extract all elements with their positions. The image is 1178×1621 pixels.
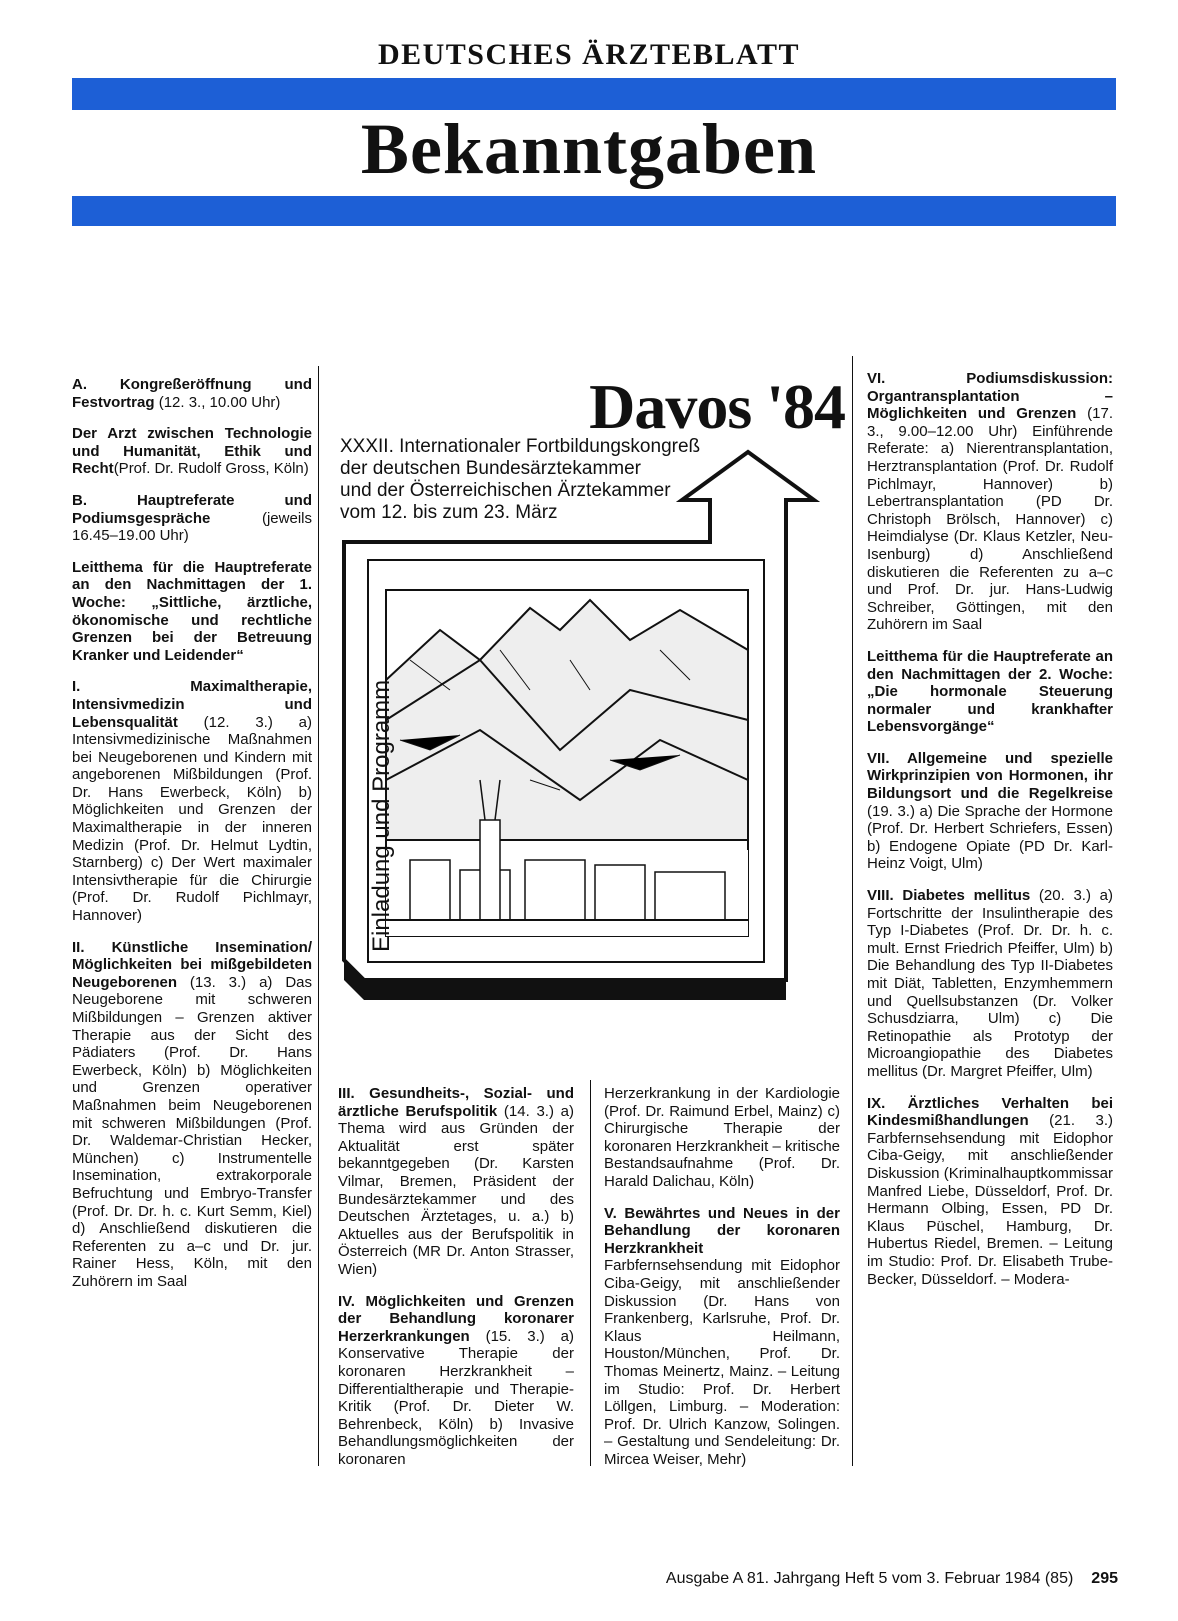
column-divider — [318, 366, 319, 1466]
page-number: 295 — [1091, 1570, 1118, 1587]
article-heading: VIII. Diabetes mellitus — [867, 887, 1031, 905]
column-left — [72, 376, 312, 1305]
article-heading: A. Kongreßeröffnung und Festvortrag — [72, 376, 312, 411]
article-block — [72, 678, 312, 924]
article-block — [867, 750, 1113, 873]
article-heading: IV. Möglichkeiten und Grenzen der Behandlung koronarer Herzerkrankungen — [338, 1292, 574, 1345]
article-text: (12. 3.) a) Intensivmedizinische Maßnahmen bei Neugeborenen und Kindern mit angeborenen Mißbildungen (Prof. Dr. Hans Ewerbeck, Köln) b) Möglichkeiten und Grenzen der Maximaltherapie in der inneren Medizin (Prof. Dr. Helmut Lydtin, Starnberg) c) Der Wert maximaler Intensivtherapie für die Chirurgie (Prof. Dr. Rudolf Pichlmayr, Hannover) — [72, 713, 312, 925]
feature-title: Davos '84 — [589, 371, 845, 442]
article-heading: IX. Ärztliches Verhalten bei Kindesmißhandlungen — [867, 1094, 1113, 1130]
article-block — [72, 939, 312, 1291]
article-heading: III. Gesundheits-, Sozial- und ärztliche Berufspolitik — [338, 1085, 574, 1120]
column-right — [867, 370, 1113, 1302]
feature-subtitle-line: der deutschen Bundesärztekammer — [340, 458, 641, 479]
article-text: Farbfernsehsendung mit Eidophor Ciba-Geigy, mit anschließender Diskussion (Dr. Hans von Frankenberg, Karlsruhe, Prof. Dr. Klaus Heilmann, Houston/München, Prof. Dr. Thomas Meinertz, Mainz. – Leitung im Studio: Prof. Dr. Herbert Löllgen, Limburg. – Moderation: Prof. Dr. Ulrich Kanzow, Solingen. – Gestaltung und Sendeleitung: Dr. Mircea Weiser, Mehr) — [604, 1257, 840, 1468]
article-text: (17. 3., 9.00–12.00 Uhr) Einführende Referate: a) Nierentransplantation, Herztransplantation (Prof. Dr. Rudolf Pichlmayr, Hannover) b) Lebertransplantation (PD Dr. Christoph Brölsch, Hannover) c) Heimdialyse (Dr. Klaus Ketzler, Neu-Isenburg) d) Anschließend diskutieren die Referenten zu a–c und Prof. Dr. jur. Hans-Ludwig Schreiber, Göttingen, mit den Zuhörern im Saal — [867, 405, 1114, 634]
article-text: (21. 3.) Farbfernsehsendung mit Eidophor Ciba-Geigy, mit anschließender Diskussion (Kriminalhauptkommissar Manfred Liebe, Düsseldorf, Prof. Dr. Hermann Olbing, Essen, PD Dr. Klaus Püschel, Hamburg, Dr. Hubertus Riedel, Bremen. – Leitung im Studio: Prof. Dr. Elisabeth Trube-Becker, Düsseldorf. – Modera- — [867, 1112, 1113, 1288]
article-block — [72, 559, 312, 665]
article-block — [867, 887, 1113, 1081]
article-text: (Prof. Dr. Rudolf Gross, Köln) — [113, 460, 309, 478]
davos-feature — [330, 360, 855, 1060]
article-block — [72, 425, 312, 478]
article-block — [867, 648, 1113, 736]
article-block — [604, 1205, 840, 1469]
article-block — [604, 1085, 840, 1191]
header-band-bottom — [72, 196, 1116, 226]
article-text: (15. 3.) a) Konservative Therapie der koronaren Herzkrankheit – Differentialtherapie und Therapie-Kritik (Prof. Dr. Dieter W. Behrenbeck, Köln) b) Invasive Behandlungsmöglichkeiten der koronaren — [338, 1327, 574, 1468]
article-heading: VII. Allgemeine und spezielle Wirkprinzipien von Hormonen, ihr Bildungsort und die Regelkreise — [867, 749, 1113, 803]
article-heading: II. Künstliche Insemination/ Möglichkeiten bei mißgebildeten Neugeborenen — [72, 938, 312, 991]
article-text: (jeweils 16.45–19.00 Uhr) — [72, 509, 312, 545]
article-heading: Leitthema für die Hauptreferate an den Nachmittagen der 2. Woche: „Die hormonale Steuerung normaler und krankhafter Lebensvorgänge“ — [867, 647, 1113, 736]
article-block — [338, 1085, 574, 1279]
section-title: Bekanntgaben — [360, 109, 818, 189]
article-heading: Der Arzt zwischen Technologie und Humanität, Ethik und Recht — [72, 425, 312, 478]
article-block — [72, 492, 312, 545]
column-divider — [590, 1080, 591, 1466]
article-block — [338, 1293, 574, 1469]
article-heading: B. Hauptreferate und Podiumsgespräche — [72, 491, 312, 527]
article-heading: V. Bewährtes und Neues in der Behandlung der koronaren Herzkrankheit — [604, 1204, 840, 1257]
article-text: (12. 3., 10.00 Uhr) — [154, 393, 281, 411]
article-text: (19. 3.) a) Die Sprache der Hormone (Prof. Dr. Herbert Schriefers, Essen) b) Endogene Opiate (PD Dr. Karl-Heinz Voigt, Ulm) — [867, 802, 1113, 873]
article-text: (13. 3.) a) Das Neugeborene mit schweren Mißbildungen – Grenzen aktiver Therapie aus der Sicht des Pädiaters (Prof. Dr. Hans Ewerbeck, Köln) b) Möglichkeiten und Grenzen operativer Maßnahmen beim Neugeborenen mit schweren Mißbildungen (Prof. Dr. Waldemar-Christian Hecker, München) c) Instrumentelle Insemination, extrakorporale Befruchtung und Embryo-Transfer (Prof. Dr. Dr. h. c. Kurt Semm, Kiel) d) Anschließend diskutieren die Referenten zu a–c und Dr. jur. Rainer Hess, Köln, mit den Zuhörern im Saal — [72, 973, 312, 1290]
feature-subtitle-line: XXXII. Internationaler Fortbildungskongreß — [340, 436, 701, 457]
article-heading: I. Maximaltherapie, Intensivmedizin und Lebensqualität — [72, 678, 312, 731]
feature-subtitle-line: vom 12. bis zum 23. März — [340, 502, 558, 523]
header-band-top — [72, 78, 1116, 110]
article-text: Herzerkrankung in der Kardiologie (Prof. Dr. Raimund Erbel, Mainz) c) Chirurgische Therapie der koronaren Herzkrankheit – kritische Bestandsaufnahme (Prof. Dr. Harald Dalichau, Köln) — [604, 1085, 840, 1190]
article-block — [867, 370, 1113, 634]
feature-illustration — [330, 360, 855, 1060]
article-heading: VI. Podiumsdiskussion: Organtransplantation – Möglichkeiten und Grenzen — [867, 370, 1113, 423]
column-middle-right — [604, 1085, 840, 1482]
footer — [0, 1570, 1118, 1588]
masthead: DEUTSCHES ÄRZTEBLATT — [377, 38, 801, 71]
feature-subtitle-line: und der Österreichischen Ärztekammer — [340, 480, 671, 501]
footer-issue: Ausgabe A 81. Jahrgang Heft 5 vom 3. Februar 1984 (85) — [665, 1570, 1074, 1587]
article-block — [72, 376, 312, 411]
article-heading: Leitthema für die Hauptreferate an den Nachmittagen der 1. Woche: „Sittliche, ärztliche, ökonomische und rechtliche Grenzen bei der Betreuung Kranker und Leidender“ — [72, 558, 312, 664]
article-text: (20. 3.) a) Fortschritte der Insulintherapie des Typ I-Diabetes (Prof. Dr. Dr. h. c. mult. Ernst Friedrich Pfeiffer, Ulm) b) Die Behandlung des Typ II-Diabetes mit Diät, Tabletten, Enzymhemmern und Quellsubstanzen (Dr. Volker Schusdziarra, Ulm) c) Die Retinopathie als Prototyp der Microangiopathie des Diabetes mellitus (Dr. Margret Pfeiffer, Ulm) — [867, 887, 1113, 1080]
article-text: (14. 3.) a) Thema wird aus Gründen der Aktualität erst später bekanntgegeben (Dr. Karsten Vilmar, Bremen, Präsident der Bundesärztekammer und des Deutschen Ärztetages, u. a.) b) Aktuelles aus der Berufspolitik in Österreich (MR Dr. Anton Strasser, Wien) — [338, 1102, 574, 1278]
column-middle-left — [338, 1085, 574, 1482]
article-block — [867, 1095, 1113, 1289]
feature-vertical-label: Einladung und Programm — [368, 679, 395, 952]
